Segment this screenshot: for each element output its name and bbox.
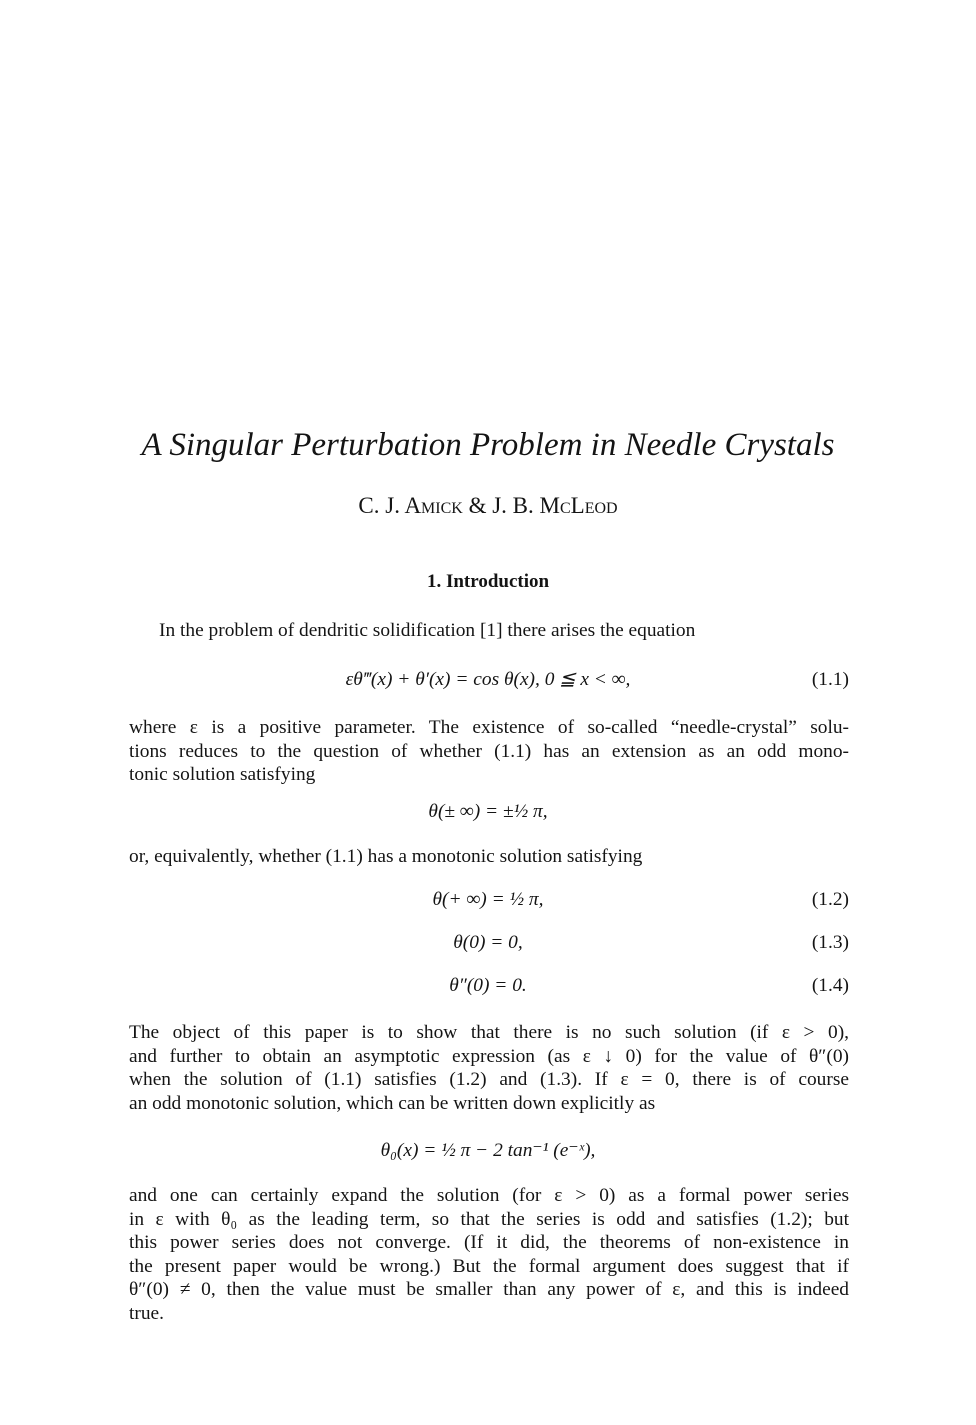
paragraph-line: tonic solution satisfying (129, 764, 316, 785)
intro-paragraph (129, 619, 849, 643)
paper-title: A Singular Perturbation Problem in Needle Crystals (141, 427, 835, 463)
paragraph-line: The object of this paper is to show that there is no such solution (if ε > 0), (129, 1022, 849, 1043)
paragraph-line: true. (129, 1302, 164, 1324)
paragraph-line: the present paper would be wrong.) But the formal argument does suggest that if (129, 1255, 849, 1277)
paragraph-line: an odd monotonic solution, which can be written down explicitly as (129, 1092, 656, 1114)
equation-theta-zero: θ₀(x) = ½ π − 2 tan⁻¹ (e⁻ˣ), (380, 1140, 596, 1161)
paragraph-line: θ″(0) ≠ 0, then the value must be smaller than any power of ε, and this is indeed (129, 1279, 849, 1300)
intro-line: In the problem of dendritic solidification [1] there arises the equation (159, 620, 696, 641)
paper-authors: C. J. Amick & J. B. McLeod (358, 493, 618, 518)
paragraph-line: when the solution of (1.1) satisfies (1.2) and (1.3). If ε = 0, there is of course (129, 1069, 849, 1090)
equation-number-1-3: (1.3) (811, 932, 849, 953)
paragraph-needle-crystal (129, 716, 849, 787)
paragraph-line: where ε is a positive parameter. The existence of so-called “needle-crystal” solu- (129, 717, 849, 738)
paragraph-power-series (129, 1184, 849, 1325)
paragraph-line: tions reduces to the question of whether (1.1) has an extension as an odd mono- (129, 740, 849, 762)
equation-number-1-1: (1.1) (811, 669, 849, 690)
paragraph-equivalently (129, 845, 849, 869)
paragraph-object (129, 1021, 849, 1115)
paragraph-line: and one can certainly expand the solution (for ε > 0) as a formal power series (129, 1185, 849, 1206)
paragraph-line: in ε with θ₀ as the leading term, so that the series is odd and satisfies (1.2); but (129, 1208, 849, 1230)
equation-number-1-4: (1.4) (811, 975, 849, 996)
paragraph-line: and further to obtain an asymptotic expression (as ε ↓ 0) for the value of θ″(0) (129, 1045, 849, 1067)
paragraph-line: or, equivalently, whether (1.1) has a monotonic solution satisfying (129, 846, 643, 867)
section-heading: 1. Introduction (426, 571, 550, 592)
equation-1-1: εθ‴(x) + θ′(x) = cos θ(x), 0 ≦ x < ∞, (345, 669, 631, 690)
equation-number-1-2: (1.2) (811, 889, 849, 910)
equation-1-3: θ(0) = 0, (453, 932, 523, 953)
equation-odd-limits: θ(± ∞) = ±½ π, (428, 801, 548, 822)
paragraph-line: this power series does not converge. (If it did, the theorems of non-existence in (129, 1232, 849, 1253)
equation-1-4: θ″(0) = 0. (449, 975, 527, 996)
equation-1-2: θ(+ ∞) = ½ π, (432, 889, 544, 910)
